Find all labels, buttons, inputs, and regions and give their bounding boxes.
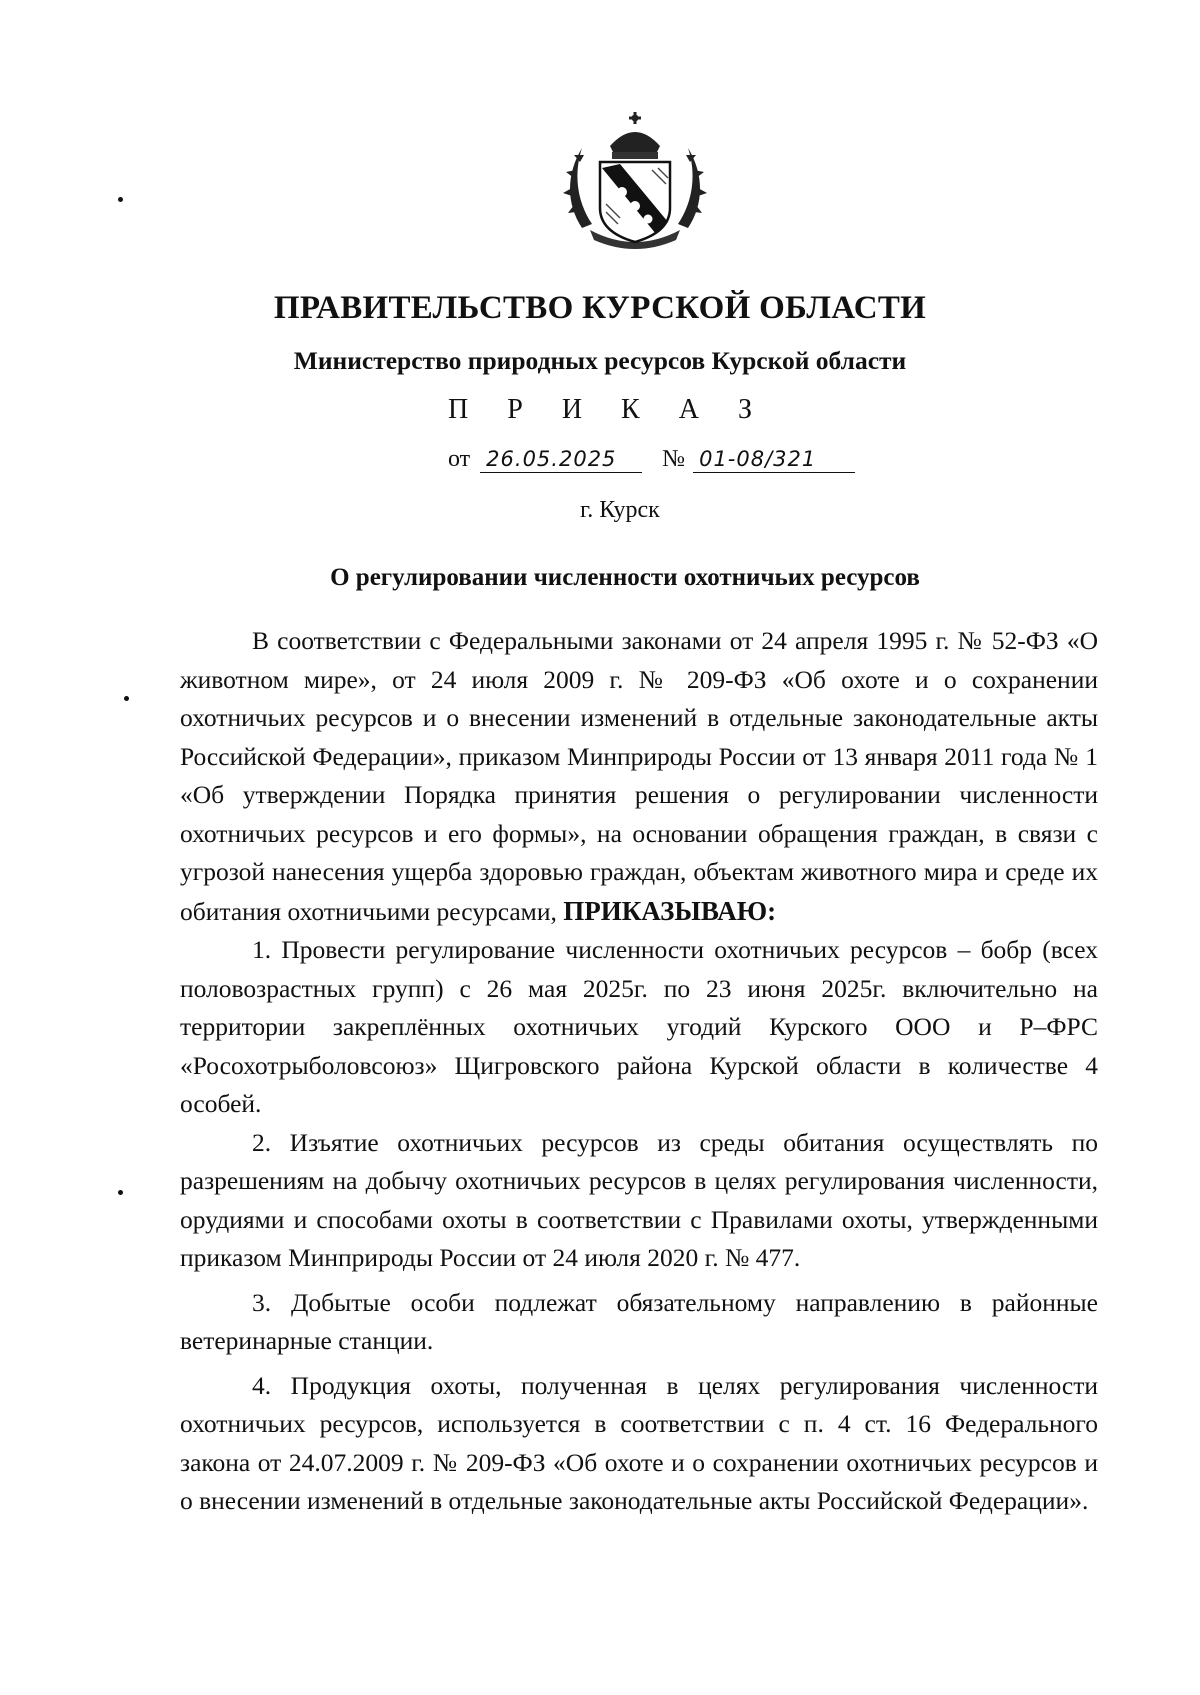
number-prefix: № (662, 446, 686, 472)
ministry-name: Министерство природных ресурсов Курской области (293, 346, 907, 375)
scan-speck (118, 1190, 123, 1195)
scan-speck (124, 696, 129, 701)
document-type: П Р И К А З (448, 394, 768, 425)
kursk-coat-of-arms-icon (560, 108, 710, 258)
order-item-4: 4. Продукция охоты, полученная в целях регулирования численности охотничьих ресурсов, используется в соответствии с п. 4 ст. 16 Федерального закона от 24.07.2009 г. № 209-ФЗ «Об охоте и о сохранении охотничьих ресурсов и о внесении изменений в отдельные законодательные акты Российской Федерации». (180, 1370, 1098, 1515)
order-date-number (448, 446, 855, 473)
scan-speck (118, 197, 123, 202)
order-item-1: 1. Провести регулирование численности охотничьих ресурсов – бобр (всех половозрастных групп) с 26 мая 2025г. по 23 июня 2025г. включительно на территории закреплённых охотничьих угодий Курского ООО и Р–ФРС «Росохотрыболовсоюз» Щигровского района Курской области в количестве 4 особей. (180, 935, 1098, 1118)
order-item-3: 3. Добытые особи подлежат обязательному направлению в районные ветеринарные станции. (180, 1287, 1098, 1355)
order-keyword: ПРИКАЗЫВАЮ: (563, 895, 777, 926)
document-body (180, 622, 1098, 1521)
order-item-2: 2. Изъятие охотничьих ресурсов из среды обитания осуществлять по разрешениям на добычу охотничьих ресурсов в целях регулирования численности, орудиями и способами охоты в соответствии с Правилами охоты, утвержденными приказом Минприроды России от 24 июля 2020 г. № 477. (180, 1127, 1098, 1272)
city: г. Курск (580, 497, 660, 523)
document-subject: О регулировании численности охотничьих ресурсов (330, 564, 920, 591)
preamble-paragraph (180, 622, 1098, 931)
preamble-text: В соответствии с Федеральными законами от 24 апреля 1995 г. № 52-ФЗ «О животном мире», от 24 июля 2009 г. № 209-ФЗ «Об охоте и о сохранении охотничьих ресурсов и о внесении изменений в отдельные законодательные акты Российской Федерации», приказом Минприроды России от 13 января 2011 года № 1 «Об утверждении Порядка принятия решения о регулировании численности охотничьих ресурсов и его формы», на основании обращения граждан, в связи с угрозой нанесения ущерба здоровью граждан, объектам животного мира и среде их обитания охотничьими ресурсами, (180, 626, 1098, 926)
handwritten-date: 26.05.2025 (480, 447, 642, 473)
date-prefix: от (448, 446, 471, 472)
government-title: ПРАВИТЕЛЬСТВО КУРСКОЙ ОБЛАСТИ (273, 290, 927, 326)
handwritten-number: 01-08/321 (693, 447, 855, 473)
